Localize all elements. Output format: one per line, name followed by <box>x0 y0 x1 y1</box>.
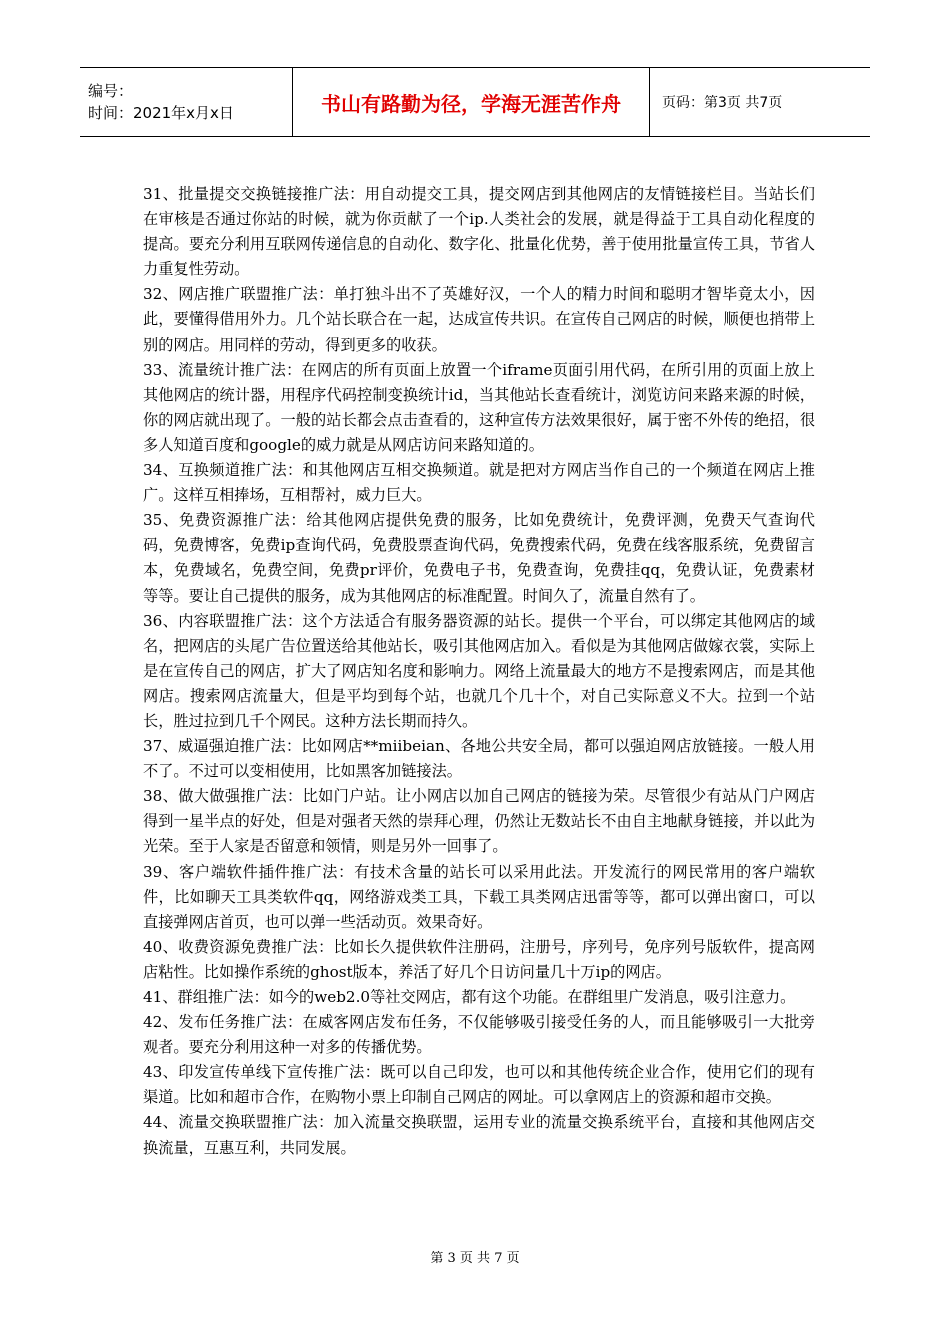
document-body <box>143 182 815 1161</box>
paragraph-43: 43、印发宣传单线下宣传推广法：既可以自己印发，也可以和其他传统企业合作，使用它们的现有渠道。比如和超市合作，在购物小票上印制自己网店的网址。可以拿网店上的资源和超市交换。 <box>143 1063 815 1107</box>
header-meta-cell <box>80 68 293 136</box>
document-number-label: 编号： <box>88 82 134 100</box>
document-date-label: 时间：2021年x月x日 <box>88 104 234 122</box>
paragraph-35: 35、免费资源推广法：给其他网店提供免费的服务，比如免费统计，免费评测，免费天气查询代码，免费博客，免费ip查询代码，免费股票查询代码，免费搜索代码，免费在线客服系统，免费留言本，免费域名，免费空间，免费pr评价，免费电子书，免费查询，免费挂qq，免费认证，免费素材等等。要让自己提供的服务，成为其他网店的标准配置。时间久了，流量自然有了。 <box>143 511 815 605</box>
paragraph-44: 44、流量交换联盟推广法：加入流量交换联盟，运用专业的流量交换系统平台，直接和其他网店交换流量，互惠互利，共同发展。 <box>143 1113 815 1157</box>
paragraph-36: 36、内容联盟推广法：这个方法适合有服务器资源的站长。提供一个平台，可以绑定其他网店的域名，把网店的头尾广告位置送给其他站长，吸引其他网店加入。看似是为其他网店做嫁衣裳，实际上是在宣传自己的网店，扩大了网店知名度和影响力。网络上流量最大的地方不是搜索网店，而是其他网店。搜索网店流量大，但是平均到每个站，也就几个几十个，对自己实际意义不大。拉到一个站长，胜过拉到几千个网民。这种方法长期而持久。 <box>143 611 815 730</box>
paragraph-41: 41、群组推广法：如今的web2.0等社交网店，都有这个功能。在群组里广发消息，吸引注意力。 <box>143 988 796 1006</box>
paragraph-38: 38、做大做强推广法：比如门户站。让小网店以加自己网店的链接为荣。尽管很少有站从门户网店得到一星半点的好处，但是对强者天然的崇拜心理，仍然让无数站长不由自主地献身链接，并以此为光荣。至于人家是否留意和领情，则是另外一回事了。 <box>143 787 815 856</box>
header-page-info: 页码：第3页 共7页 <box>662 95 783 111</box>
paragraph-37: 37、威逼强迫推广法：比如网店**miibeian、各地公共安全局，都可以强迫网店放链接。一般人用不了。不过可以变相使用，比如黑客加链接法。 <box>143 737 815 781</box>
paragraph-39: 39、客户端软件插件推广法：有技术含量的站长可以采用此法。开发流行的网民常用的客户端软件，比如聊天工具类软件qq，网络游戏类工具，下载工具类网店迅雷等等，都可以弹出窗口，可以直接弹网店首页，也可以弹一些活动页。效果奇好。 <box>143 862 815 931</box>
page-footer: 第 3 页 共 7 页 <box>430 1251 520 1266</box>
paragraph-31: 31、批量提交交换链接推广法：用自动提交工具，提交网店到其他网店的友情链接栏目。当站长们在审核是否通过你站的时候，就为你贡献了一个ip.人类社会的发展，就是得益于工具自动化程度的提高。要充分利用互联网传递信息的自动化、数字化、批量化优势，善于使用批量宣传工具，节省人力重复性劳动。 <box>143 185 815 279</box>
paragraph-34: 34、互换频道推广法：和其他网店互相交换频道。就是把对方网店当作自己的一个频道在网店上推广。这样互相捧场，互相帮衬，威力巨大。 <box>143 461 815 505</box>
paragraph-42: 42、发布任务推广法：在威客网店发布任务，不仅能够吸引接受任务的人，而且能够吸引一大批旁观者。要充分利用这种一对多的传播优势。 <box>143 1013 815 1057</box>
page-header <box>80 67 870 137</box>
paragraph-33: 33、流量统计推广法：在网店的所有页面上放置一个iframe页面引用代码，在所引用的页面上放上其他网店的统计器，用程序代码控制变换统计id，当其他站长查看统计，浏览访问来路来源的时候，你的网店就出现了。一般的站长都会点击查看的，这种宣传方法效果很好，属于密不外传的绝招，很多人知道百度和google的威力就是从网店访问来路知道的。 <box>143 360 815 454</box>
paragraph-32: 32、网店推广联盟推广法：单打独斗出不了英雄好汉，一个人的精力时间和聪明才智毕竟太小，因此，要懂得借用外力。几个站长联合在一起，达成宣传共识。在宣传自己网店的时候，顺便也捎带上别的网店。用同样的劳动，得到更多的收获。 <box>143 285 815 354</box>
header-motto: 书山有路勤为径，学海无涯苦作舟 <box>293 68 650 136</box>
paragraph-40: 40、收费资源免费推广法：比如长久提供软件注册码，注册号，序列号，免序列号版软件，提高网店粘性。比如操作系统的ghost版本，养活了好几个日访问量几十万ip的网店。 <box>143 937 815 981</box>
